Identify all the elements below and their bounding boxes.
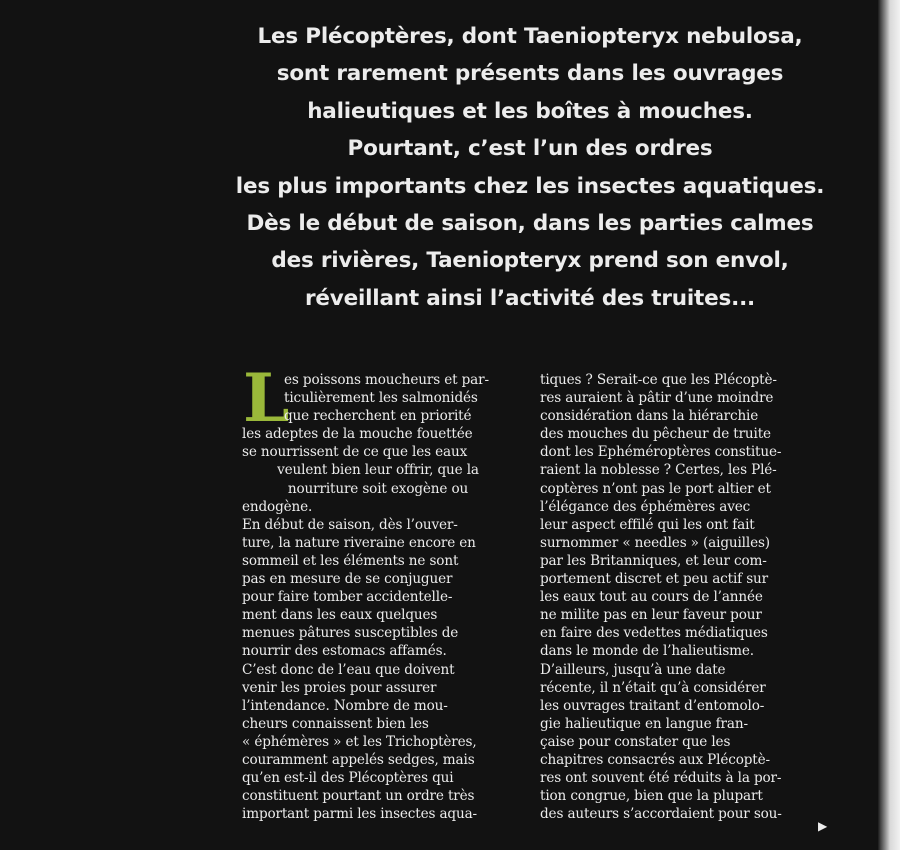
text-line: considération dans la hiérarchie [540, 408, 759, 425]
text-line: menues pâtures susceptibles de [242, 625, 459, 642]
text-line: qu’en est-il des Plécoptères qui [242, 770, 454, 787]
text-line: pour faire tomber accidentelle- [242, 589, 453, 606]
intro-line: Pourtant, c’est l’un des ordres [347, 136, 713, 162]
text-line: coptères n’ont pas le port altier et [540, 480, 771, 497]
text-line: D’ailleurs, jusqu’à une date [540, 661, 726, 678]
text-line: se nourrissent de ce que les eaux [242, 444, 468, 461]
text-line: les adeptes de la mouche fouettée [242, 426, 473, 443]
drop-cap: L [243, 359, 290, 437]
text-line: important parmi les insectes aqua- [242, 806, 477, 823]
column-left [242, 359, 514, 823]
text-line: couramment appelés sedges, mais [242, 751, 475, 768]
text-line: veulent bien leur offrir, que la [277, 462, 479, 479]
text-line: l’élégance des éphémères avec [540, 498, 751, 515]
text-line: ticulièrement les salmonidés [284, 390, 478, 407]
text-line: res auraient à pâtir d’une moindre [540, 390, 774, 407]
intro-line: Les Plécoptères, dont Taeniopteryx nebulosa, [257, 24, 803, 49]
text-line: l’intendance. Nombre de mou- [242, 697, 448, 714]
text-line: En début de saison, dès l’ouver- [242, 516, 458, 533]
text-line: venir les proies pour assurer [242, 679, 437, 696]
text-line: chapitres consacrés aux Plécoptè- [540, 751, 770, 768]
text-line: par les Britanniques, et leur com- [540, 552, 767, 569]
text-line: les eaux tout au cours de l’année [540, 589, 763, 606]
text-line: dans le monde de l’halieutisme. [540, 643, 754, 660]
text-line: que recherchent en priorité [284, 408, 472, 425]
text-line: des auteurs s’accordaient pour sou- [540, 806, 782, 823]
text-line: ture, la nature riveraine encore en [242, 534, 476, 551]
text-line: leur aspect effilé qui les ont fait [540, 516, 755, 533]
text-line: res ont souvent été réduits à la por- [540, 770, 782, 787]
text-line: ment dans les eaux quelques [242, 607, 438, 624]
text-line: constituent pourtant un ordre très [242, 788, 475, 805]
text-line: ne milite pas en leur faveur pour [540, 607, 762, 624]
text-line: nourriture soit exogène ou [287, 480, 469, 497]
text-line: dont les Ephéméroptères constitue- [540, 444, 782, 461]
text-line: surnommer « needles » (aiguilles) [540, 534, 770, 551]
text-line: nourrir des estomacs affamés. [242, 643, 447, 660]
intro-line: sont rarement présents dans les ouvrages [276, 61, 784, 87]
continue-arrow-icon: ▶ [818, 819, 828, 833]
text-line: endogène. [242, 498, 313, 515]
text-line: cheurs connaissent bien les [242, 715, 429, 732]
intro-line: les plus importants chez les insectes aquatiques. [235, 173, 825, 199]
text-line: C’est donc de l’eau que doivent [242, 661, 455, 678]
text-line: raient la noblesse ? Certes, les Plé- [540, 462, 777, 479]
text-line: les ouvrages traitant d’entomolo- [540, 697, 765, 714]
intro-line: halieutiques et les boîtes à mouches. [307, 98, 753, 124]
text-line: des mouches du pêcheur de truite [540, 426, 771, 443]
text-line: portement discret et peu actif sur [540, 571, 768, 588]
column-right [540, 371, 816, 823]
text-line: es poissons moucheurs et par- [284, 372, 489, 388]
text-line: récente, il n’était qu’à considérer [540, 679, 766, 696]
text-line: pas en mesure de se conjuguer [242, 571, 453, 588]
text-line: çaise pour constater que les [540, 733, 731, 750]
intro-heading [230, 18, 830, 317]
text-line: en faire des vedettes médiatiques [540, 625, 768, 642]
page-edge [878, 0, 900, 850]
text-line: sommeil et les éléments ne sont [242, 552, 459, 569]
intro-line: Dès le début de saison, dans les parties calmes [246, 211, 814, 237]
text-line: gie halieutique en langue fran- [540, 715, 748, 732]
text-line: tion congrue, bien que la plupart [540, 788, 763, 805]
text-line: tiques ? Serait-ce que les Plécoptè- [540, 372, 777, 388]
intro-line: réveillant ainsi l’activité des truites... [304, 285, 756, 311]
text-line: « éphémères » et les Trichoptères, [242, 733, 477, 750]
intro-line: des rivières, Taeniopteryx prend son envol, [271, 248, 789, 274]
